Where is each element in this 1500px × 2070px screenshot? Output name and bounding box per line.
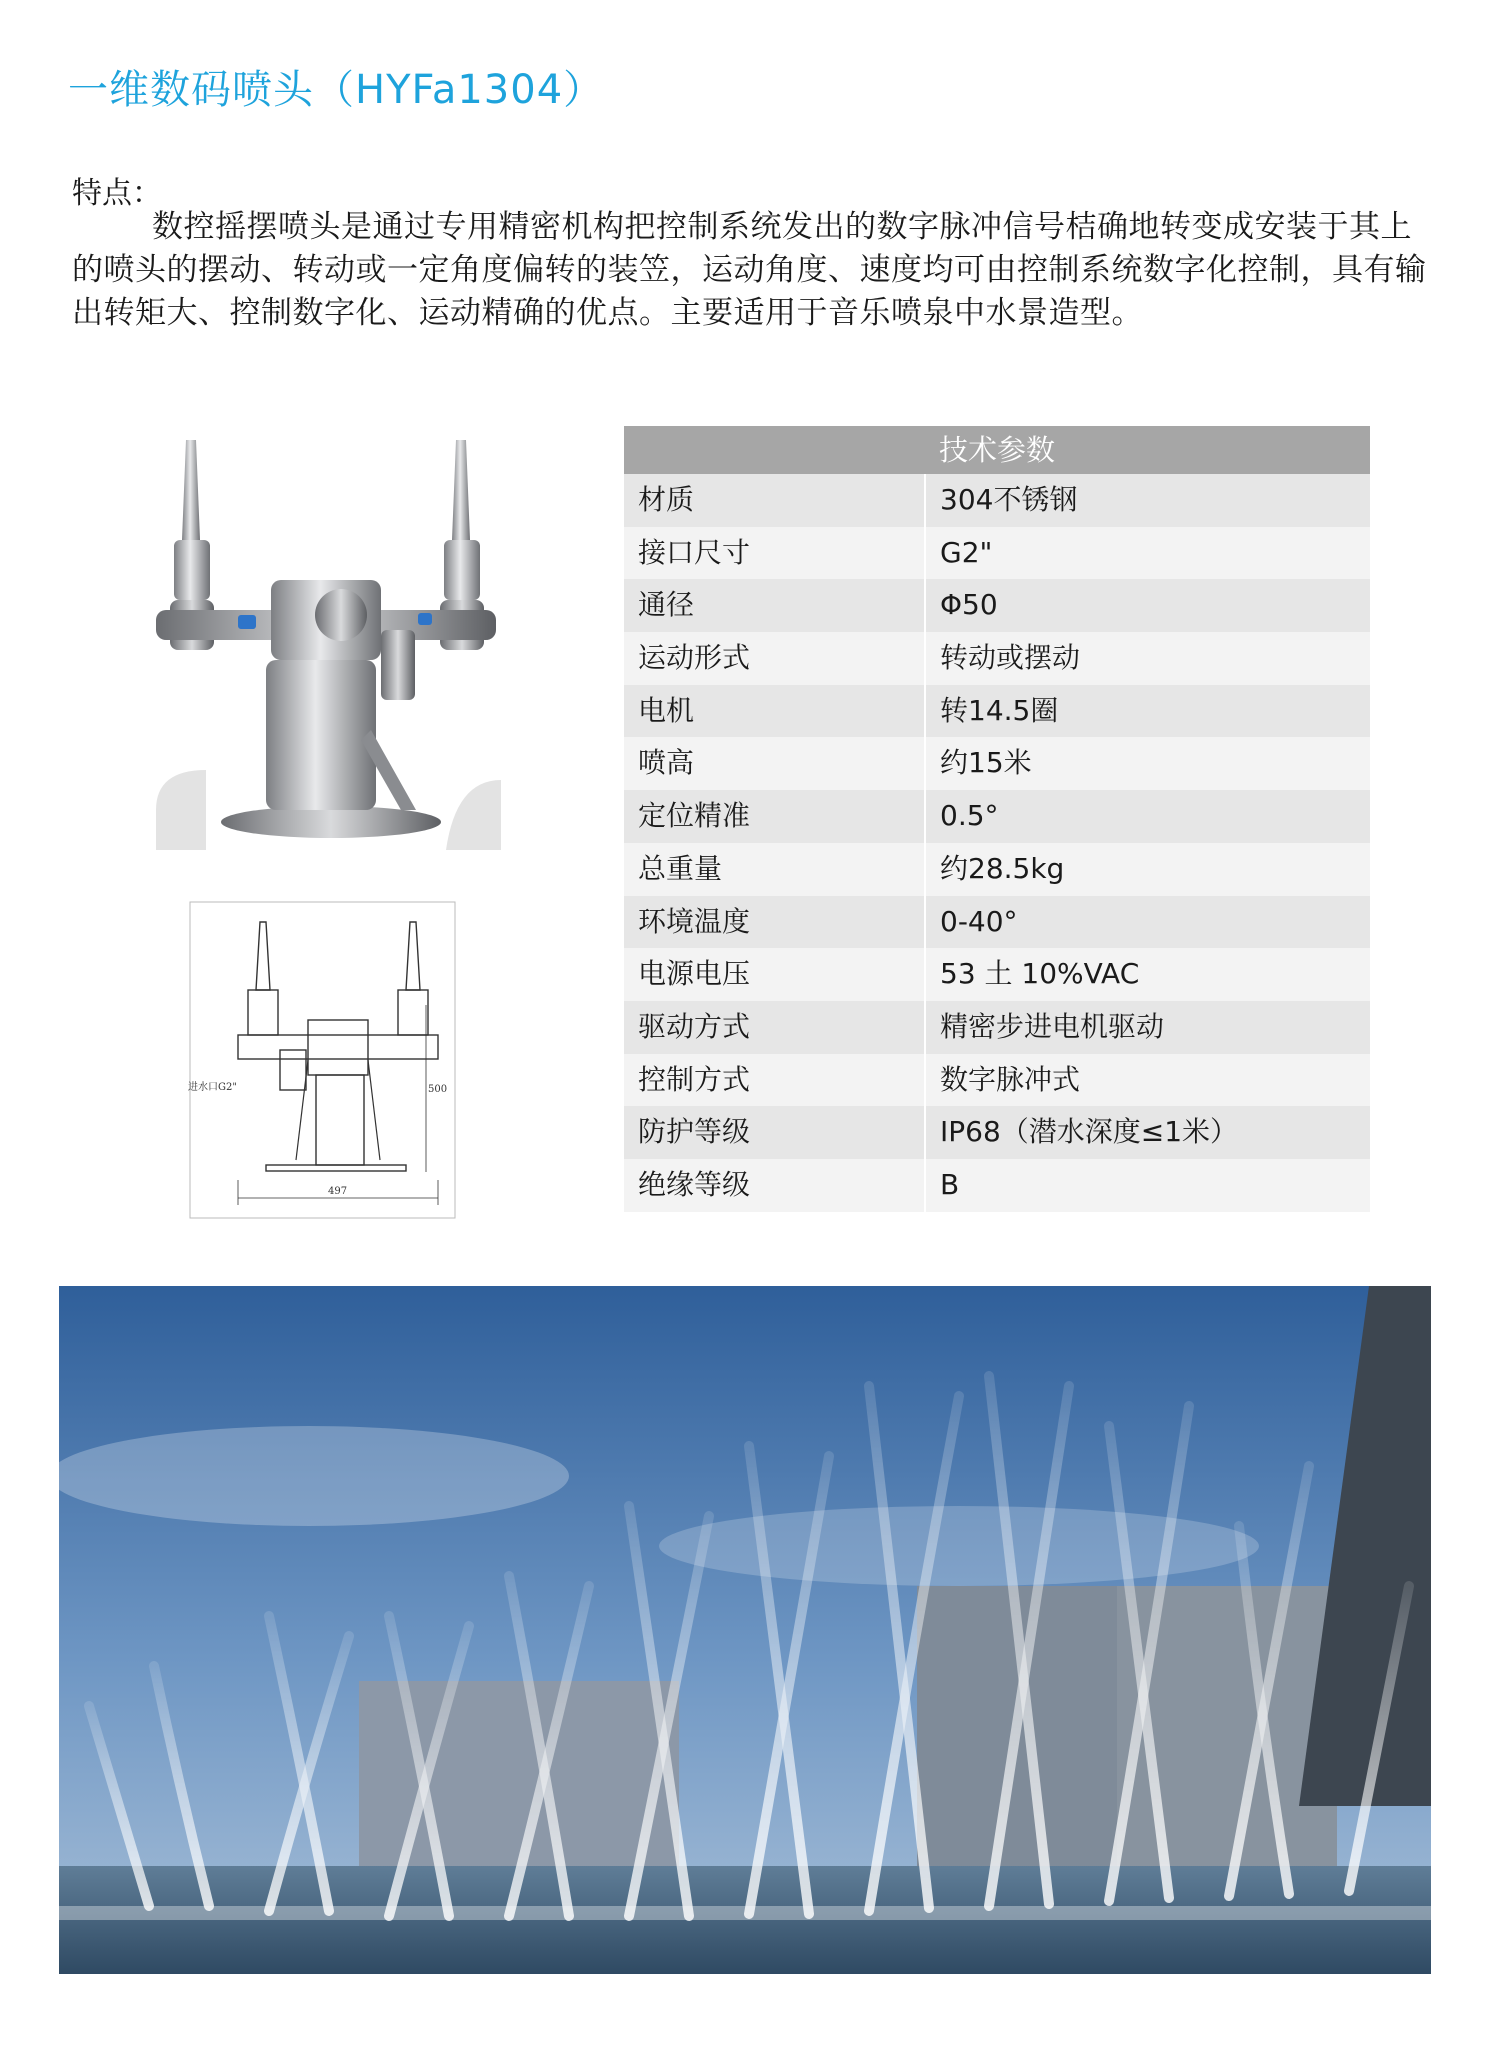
spec-value: 转动或摆动 — [940, 641, 1081, 675]
spec-row — [624, 1001, 1370, 1054]
spec-value: G2" — [940, 535, 993, 569]
spec-value: 0.5° — [940, 799, 999, 833]
spec-row — [624, 843, 1370, 896]
spec-table-header: 技术参数 — [624, 426, 1370, 474]
features-label: 特点： — [72, 176, 162, 211]
spec-value: IP68（潜水深度≤1米） — [940, 1115, 1239, 1149]
fountain-photo — [59, 1286, 1431, 1974]
spec-value: Φ50 — [940, 588, 998, 622]
spec-row — [624, 1159, 1370, 1212]
spec-row — [624, 632, 1370, 685]
spec-key: 电机 — [624, 685, 926, 738]
spec-value: 约15米 — [940, 746, 1032, 780]
spec-value: 304不锈钢 — [940, 483, 1078, 516]
spec-key: 接口尺寸 — [624, 527, 926, 580]
spec-row — [624, 1054, 1370, 1107]
spec-table — [624, 426, 1370, 1212]
features-description: 数控摇摆喷头是通过专用精密机构把控制系统发出的数字脉冲信号桔确地转变成安装于其上的喷头的摆动、转动或一定角度偏转的装笠，运动角度、速度均可由控制系统数字化控制，具有输出转矩大、控制数字化、运动精确的优点。主要适用于音乐喷泉中水景造型。 — [72, 209, 1427, 331]
spec-key: 电源电压 — [624, 948, 926, 1001]
spec-value: 0-40° — [940, 904, 1018, 938]
spec-key: 定位精准 — [624, 790, 926, 843]
spec-key: 绝缘等级 — [624, 1159, 926, 1212]
spec-key: 驱动方式 — [624, 1001, 926, 1054]
spec-row — [624, 896, 1370, 949]
spec-key: 环境温度 — [624, 896, 926, 949]
spec-row — [624, 737, 1370, 790]
page-title: 一维数码喷头（HYFa1304） — [68, 67, 605, 113]
spec-key: 总重量 — [624, 843, 926, 896]
spec-value: 约28.5kg — [940, 851, 1065, 885]
spec-row — [624, 790, 1370, 843]
product-photo — [156, 430, 506, 850]
height-dimension-label: 500 — [428, 1084, 448, 1095]
spec-value: 转14.5圈 — [940, 693, 1059, 727]
technical-drawing — [188, 900, 508, 1220]
spec-key: 控制方式 — [624, 1054, 926, 1107]
width-dimension-label: 497 — [328, 1186, 348, 1197]
spec-key: 运动形式 — [624, 632, 926, 685]
spec-row — [624, 685, 1370, 738]
spec-value: 53 土 10%VAC — [940, 957, 1140, 991]
spec-key: 通径 — [624, 579, 926, 632]
spec-value: 数字脉冲式 — [940, 1062, 1081, 1096]
spec-row — [624, 527, 1370, 580]
spec-row — [624, 948, 1370, 1001]
spec-value: 精密步进电机驱动 — [940, 1009, 1165, 1043]
inlet-dimension-label: 进水口G2" — [188, 1082, 237, 1093]
spec-row — [624, 579, 1370, 632]
spec-key: 喷高 — [624, 737, 926, 790]
spec-row — [624, 1106, 1370, 1159]
spec-key: 防护等级 — [624, 1106, 926, 1159]
spec-key: 材质 — [624, 474, 926, 527]
spec-row — [624, 474, 1370, 527]
spec-value: B — [940, 1167, 960, 1201]
